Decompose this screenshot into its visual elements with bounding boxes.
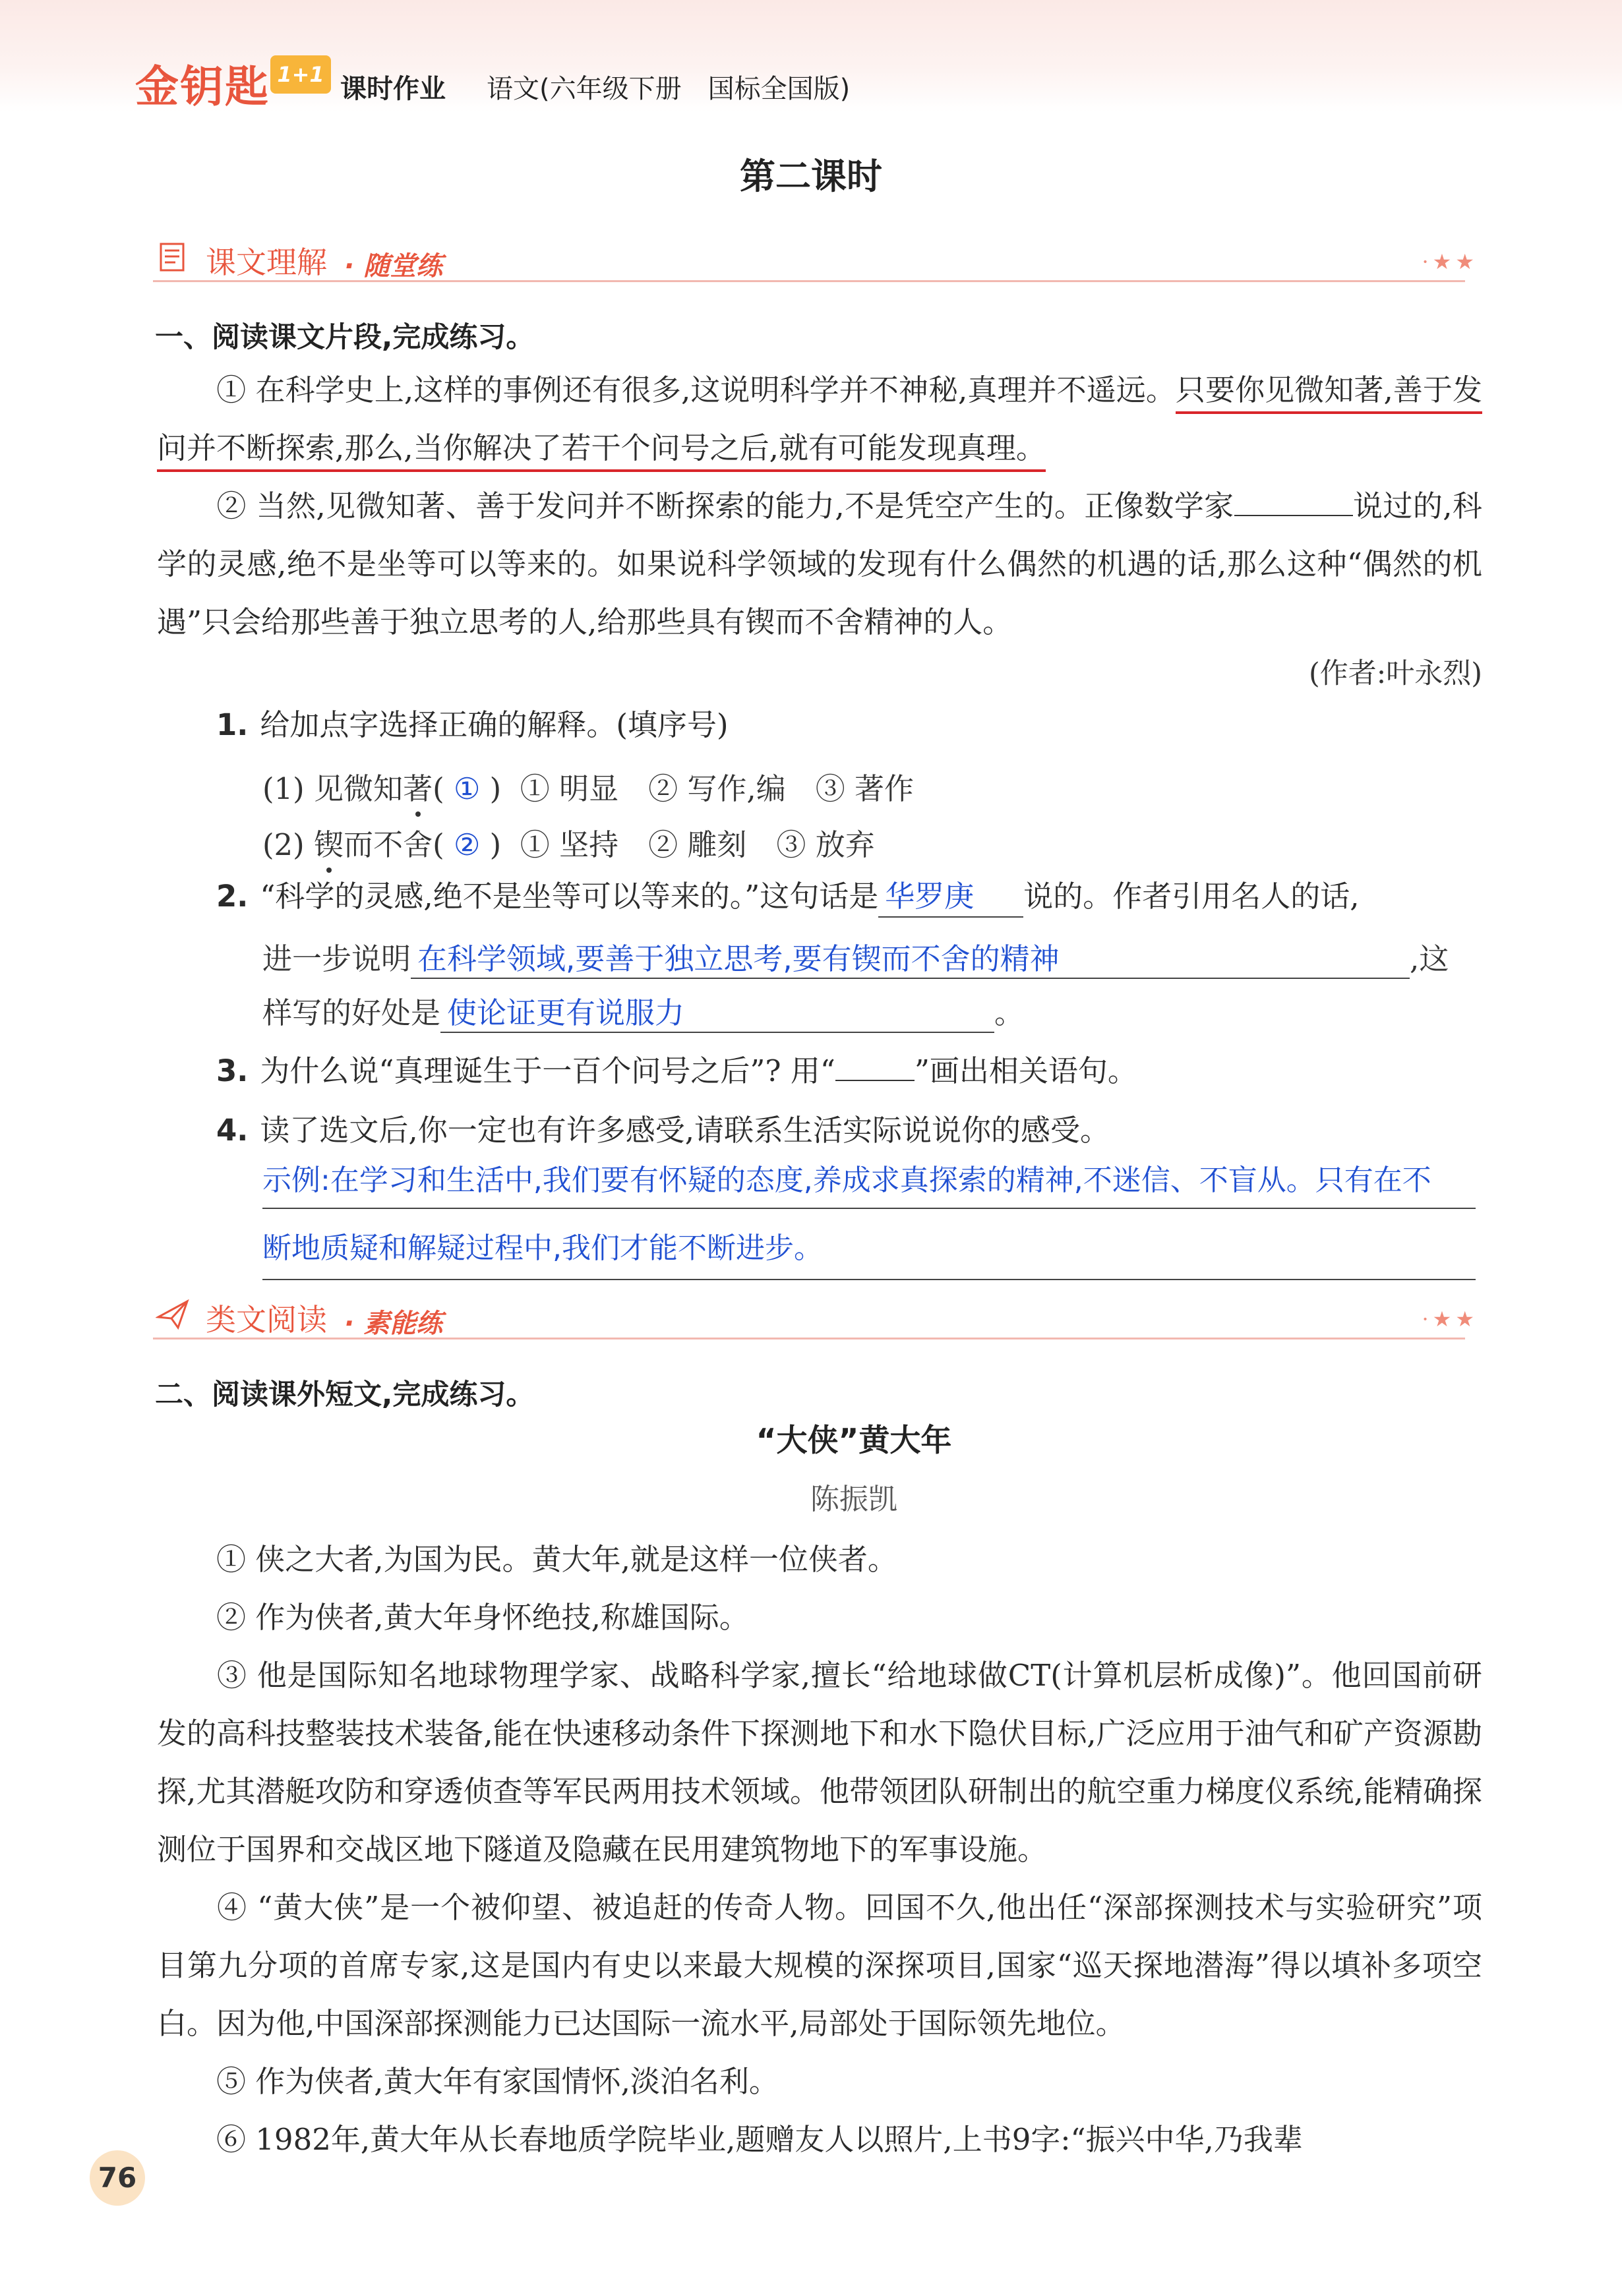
item-2-line-2: 进一步说明 在科学领域,要善于独立思考,要有锲而不舍的精神 ,这	[262, 935, 1449, 979]
answer-2-2: 在科学领域,要善于独立思考,要有锲而不舍的精神	[411, 935, 1410, 979]
answer-2-1: 华罗庚	[878, 877, 1023, 918]
brand-logo: 金钥匙	[135, 61, 270, 112]
passage-paragraph-2: ② 当然,见微知著、善于发问并不断探索的能力,不是凭空产生的。正像数学家 说过的,科学的灵感,绝不是坐等可以等来的。如果说科学领域的发现有什么偶然的机遇的话,那么这种“偶然的机遇”只会给那些善于独立思考的人,给那些具有锲而不舍精神的人。	[157, 488, 1482, 639]
answer-4-line-2: 断地质疑和解疑过程中,我们才能不断进步。	[262, 1218, 1476, 1280]
article-paragraph-5: ⑤ 作为侠者,黄大年有家国情怀,淡泊名利。	[216, 2064, 779, 2099]
brand-badge: 1+1	[270, 55, 331, 94]
item-1-sub-2: (2) 锲而不舍( ② ) ① 坚持 ② 雕刻 ③ 放弃	[262, 827, 875, 862]
item-1-sub-1: (1) 见微知著( ① ) ① 明显 ② 写作,编 ③ 著作	[262, 771, 914, 806]
item-2-line-3: 样写的好处是 使论证更有说服力 。	[262, 989, 1024, 1033]
answer-1-1: ①	[453, 771, 481, 806]
stars-decoration: ·★★	[1422, 1307, 1478, 1332]
series-label: 课时作业	[340, 74, 446, 104]
section-tag: · 随堂练	[344, 251, 443, 281]
item-3: 3. 为什么说“真理诞生于一百个问号之后”? 用“ ”画出相关语句。	[216, 1053, 1137, 1088]
divider	[153, 1338, 1465, 1339]
item-2: 2. “科学的灵感,绝不是坐等可以等来的。”这句话是 华罗庚 说的。作者引用名人的话,	[216, 877, 1360, 918]
underlined-answer: 只要你见微知著,善于发问并不断探索,那么,当你解决了若干个问号之后,就有可能发现真理。	[157, 372, 1482, 472]
article-paragraph-4: ④ “黄大侠”是一个被仰望、被追赶的传奇人物。回国不久,他出任“深部探测技术与实验研究”项目第九分项的首席专家,这是国内有史以来最大规模的深探项目,国家“巡天探地潜海”得以填补多项空白。因为他,中国深部探测能力已达国际一流水平,局部处于国际领先地位。	[157, 1890, 1482, 2041]
section-name: 类文阅读	[206, 1302, 327, 1338]
author-credit: (作者:叶永烈)	[1308, 657, 1482, 690]
answer-4-line-1: 示例:在学习和生活中,我们要有怀疑的态度,养成求真探索的精神,不迷信、不盲从。只有在不	[262, 1154, 1476, 1209]
page-number: 76	[90, 2150, 145, 2206]
article-paragraph-1: ① 侠之大者,为国为民。黄大年,就是这样一位侠者。	[216, 1542, 897, 1577]
divider	[153, 280, 1465, 282]
article-paragraph-3: ③ 他是国际知名地球物理学家、战略科学家,擅长“给地球做CT(计算机层析成像)”。他回国前研发的高科技整装技术装备,能在快速移动条件下探测地下和水下隐伏目标,广泛应用于油气和矿产资源勘探,尤其潜艇攻防和穿透侦查等军民两用技术领域。他带领团队研制出的航空重力梯度仪系统,能精确探测位于国界和交战区地下隧道及隐藏在民用建筑物地下的军事设施。	[157, 1658, 1482, 1867]
blank	[1234, 488, 1353, 516]
article-author: 陈振凯	[810, 1483, 897, 1516]
article-title: “大侠”黄大年	[756, 1423, 952, 1459]
section-header-reading	[153, 1293, 1478, 1339]
question-2-title: 二、阅读课外短文,完成练习。	[155, 1378, 535, 1411]
item-1: 1. 给加点字选择正确的解释。(填序号)	[216, 707, 729, 742]
subject-label: 语文(六年级下册 国标全国版)	[487, 74, 851, 104]
notebook-icon	[156, 240, 190, 274]
item-4: 4. 读了选文后,你一定也有许多感受,请联系生活实际说说你的感受。	[216, 1113, 1110, 1148]
answer-1-2: ②	[453, 827, 481, 862]
question-1-title: 一、阅读课文片段,完成练习。	[155, 321, 535, 354]
section-tag: · 素能练	[344, 1309, 443, 1339]
stars-decoration: ·★★	[1422, 249, 1478, 274]
article-paragraph-6: ⑥ 1982年,黄大年从长春地质学院毕业,题赠友人以照片,上书9字:“振兴中华,乃我辈	[216, 2122, 1303, 2157]
section-name: 课文理解	[206, 245, 327, 280]
section-header-understanding	[153, 236, 1478, 282]
passage-paragraph-1: ① 在科学史上,这样的事例还有很多,这说明科学并不神秘,真理并不遥远。只要你见微知著,善于发问并不断探索,那么,当你解决了若干个问号之后,就有可能发现真理。	[157, 361, 1482, 477]
lesson-title: 第二课时	[740, 156, 882, 197]
article-paragraph-2: ② 作为侠者,黄大年身怀绝技,称雄国际。	[216, 1600, 749, 1635]
answer-2-3: 使论证更有说服力	[440, 989, 994, 1033]
paper-plane-icon	[156, 1297, 190, 1332]
